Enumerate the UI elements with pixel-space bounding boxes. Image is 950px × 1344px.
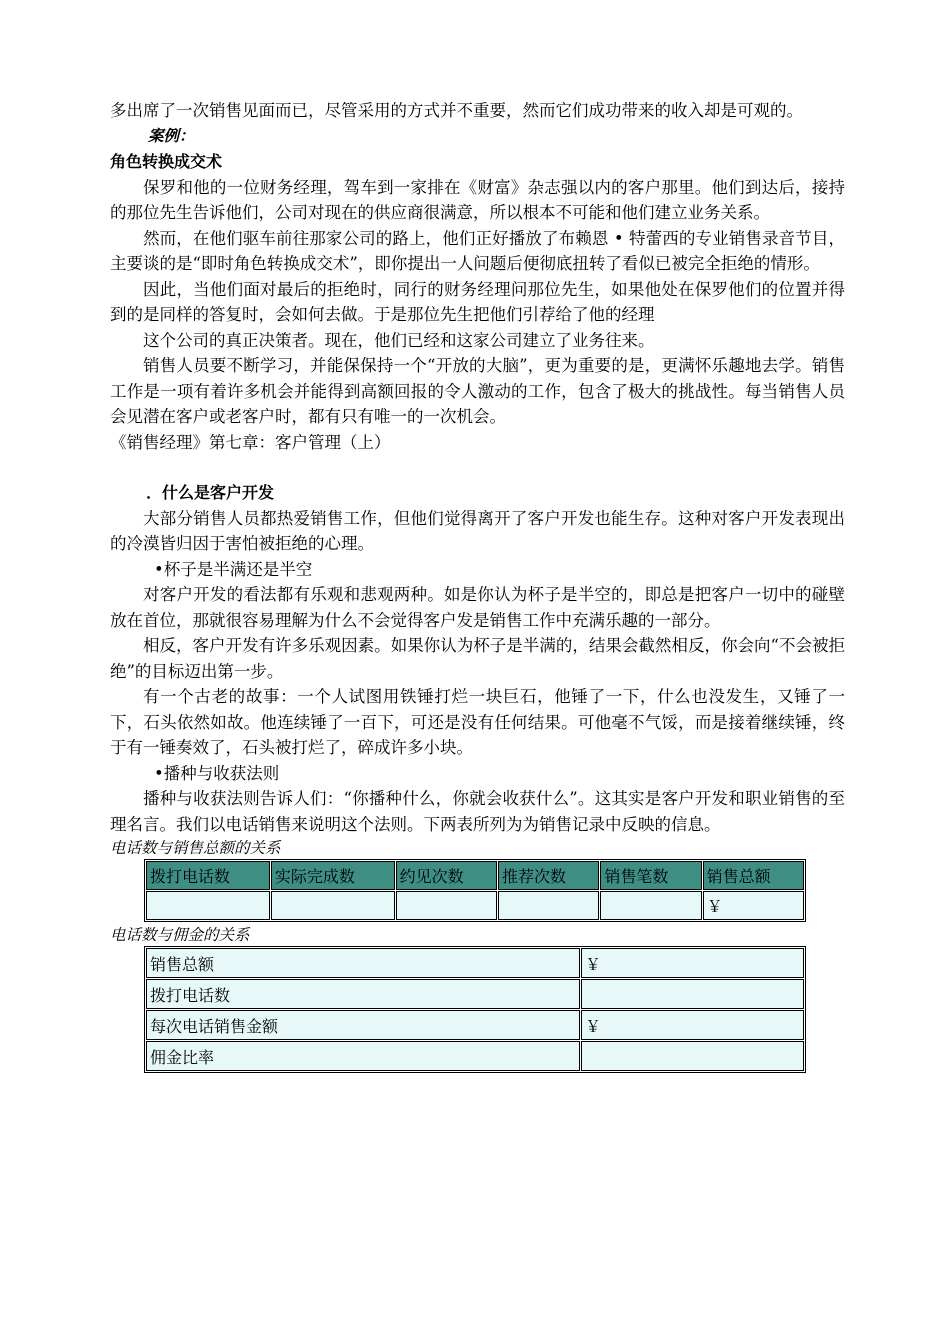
- cup-paragraph: 对客户开发的看法都有乐观和悲观两种。如是你认为杯子是半空的，即总是把客户一切中的碰壁放在首位，那就很容易理解为什么不会觉得客户发是销售工作中充满乐趣的一部分。: [110, 585, 845, 630]
- table-row: [146, 1010, 804, 1040]
- cup-paragraph: 有一个古老的故事：一个人试图用铁锤打烂一块巨石，他锤了一下，什么也没发生，又锤了一下，石头依然如故。他连续锤了一百下，可还是没有任何结果。可他毫不气馁，而是接着继续锤，终于有一锤奏效了，石头被打烂了，碎成许多小块。: [110, 687, 845, 757]
- table-cell-label: 佣金比率: [146, 1041, 580, 1071]
- table-cell-value: [581, 1041, 804, 1071]
- sowing-paragraph: 播种与收获法则告诉人们：“你播种什么，你就会收获什么”。这其实是客户开发和职业销售的至理名言。我们以电话销售来说明这个法则。下两表所列为为销售记录中反映的信息。: [110, 789, 845, 834]
- bullet-heading-cup: •杯子是半满还是半空: [154, 559, 313, 579]
- table-row: [146, 891, 804, 920]
- table2-caption: 电话数与佣金的关系: [110, 926, 250, 944]
- bullet-heading-sowing: •播种与收获法则: [154, 763, 280, 783]
- table-cell-label: 每次电话销售金额: [146, 1010, 580, 1040]
- paragraph-top: 多出席了一次销售见面而已，尽管采用的方式并不重要，然而它们成功带来的收入却是可观的。: [110, 101, 803, 120]
- case-label: 案例：: [148, 126, 195, 145]
- table-cell: [396, 891, 497, 920]
- table-cell-value: [581, 979, 804, 1009]
- table-cell-label: 销售总额: [146, 948, 580, 978]
- table-cell-value: ￥: [581, 1010, 804, 1040]
- case-paragraph: 然而，在他们驱车前往那家公司的路上，他们正好播放了布赖恩 • 特蕾西的专业销售录音节目，主要谈的是“即时角色转换成交术”，即你提出一人问题后便彻底扭转了看似已被完全拒绝的情形。: [110, 228, 845, 273]
- table-cell: [600, 891, 701, 920]
- table-row: [146, 948, 804, 978]
- table-cell: [146, 891, 270, 920]
- document-page: [110, 98, 845, 1073]
- case-paragraph: 这个公司的真正决策者。现在，他们已经和这家公司建立了业务往来。: [143, 330, 655, 350]
- case-paragraph: 保罗和他的一位财务经理，驾车到一家排在《财富》杂志强以内的客户那里。他们到达后，接持的那位先生告诉他们，公司对现在的供应商很满意，所以根本不可能和他们建立业务关系。: [110, 177, 845, 222]
- table-header-cell: 拨打电话数: [146, 861, 270, 890]
- table-cell: ￥: [703, 891, 804, 920]
- table-row: [146, 1041, 804, 1071]
- case-paragraph: 销售人员要不断学习，并能保保持一个“开放的大脑”，更为重要的是，更满怀乐趣地去学。销售工作是一项有着许多机会并能得到高额回报的令人激动的工作，包含了极大的挑战性。每当销售人员会见潜在客户或老客户时，都有只有唯一的一次机会。: [110, 356, 845, 426]
- table-cell: [271, 891, 395, 920]
- case-paragraph: 因此，当他们面对最后的拒绝时，同行的财务经理问那位先生，如果他处在保罗他们的位置并得到的是同样的答复时，会如何去做。于是那位先生把他们引荐给了他的经理: [110, 279, 845, 324]
- table1-caption: 电话数与销售总额的关系: [110, 839, 281, 857]
- section-intro: 大部分销售人员都热爱销售工作，但他们觉得离开了客户开发也能生存。这种对客户开发表现出的冷漠皆归因于害怕被拒绝的心理。: [110, 508, 845, 553]
- calls-vs-commission-table: [144, 946, 806, 1073]
- table-cell: [498, 891, 599, 920]
- case-title: 角色转换成交术: [110, 152, 223, 171]
- table-header-cell: 推荐次数: [498, 861, 599, 890]
- section-title: ．什么是客户开发: [146, 483, 275, 502]
- chapter-line: 《销售经理》第七章：客户管理（上）: [110, 432, 391, 452]
- table-cell-label: 拨打电话数: [146, 979, 580, 1009]
- cup-paragraph: 相反，客户开发有许多乐观因素。如果你认为杯子是半满的，结果会截然相反，你会向“不会被拒绝”的目标迈出第一步。: [110, 636, 845, 681]
- table-header-cell: 销售总额: [703, 861, 804, 890]
- table-cell-value: ￥: [581, 948, 804, 978]
- table-header-cell: 约见次数: [396, 861, 497, 890]
- table-header-cell: 实际完成数: [271, 861, 395, 890]
- calls-vs-sales-table: [144, 859, 806, 922]
- table-row: [146, 979, 804, 1009]
- table-header-cell: 销售笔数: [600, 861, 701, 890]
- table-header-row: [146, 861, 804, 890]
